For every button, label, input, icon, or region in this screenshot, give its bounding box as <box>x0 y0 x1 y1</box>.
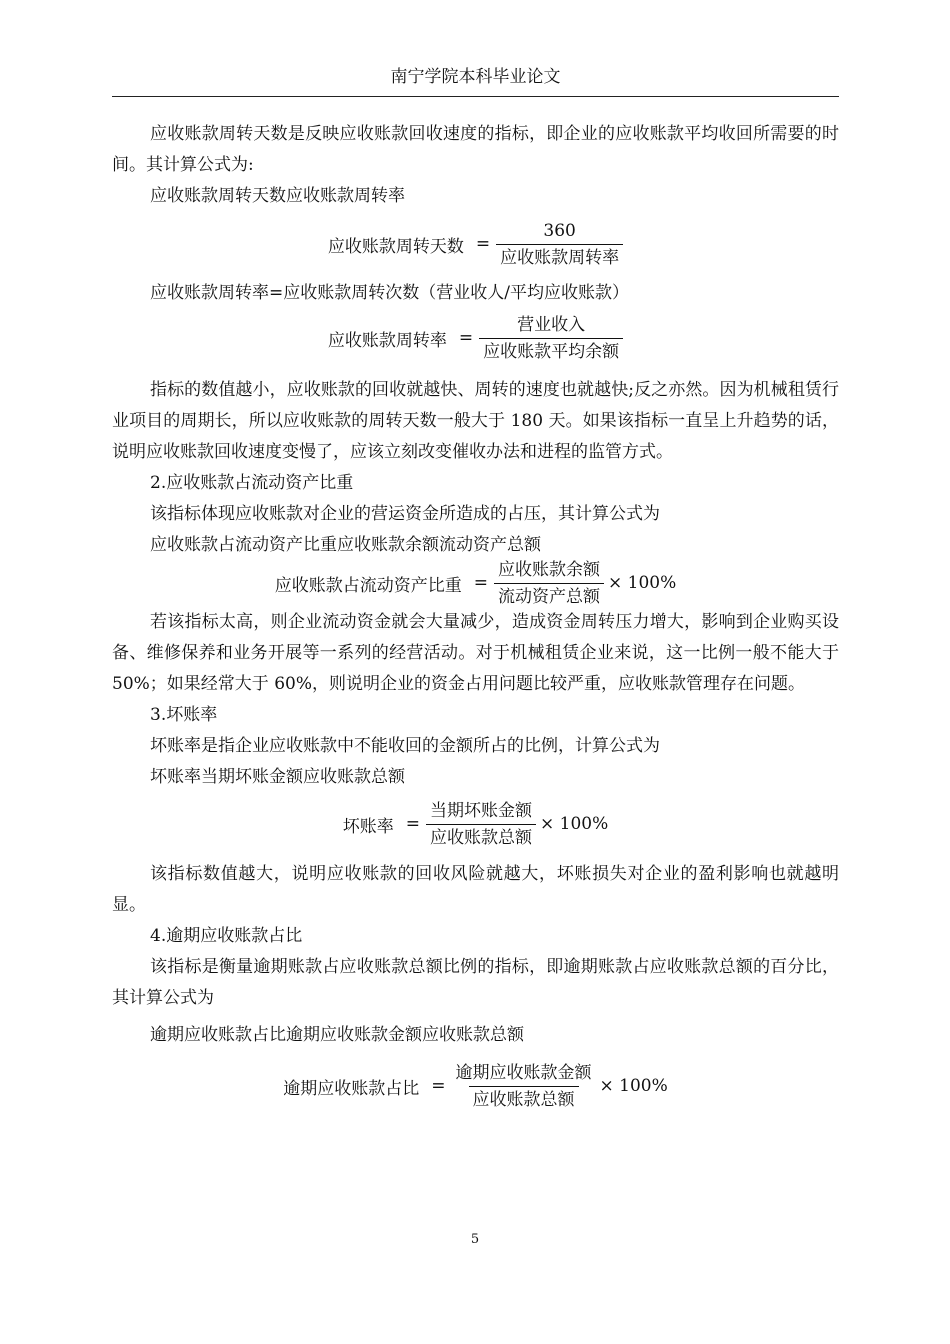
page-header: 南宁学院本科毕业论文 <box>390 67 561 87</box>
formula-equals: = <box>475 234 491 254</box>
formula-lhs: 应收账款占流动资产比重 <box>274 575 462 596</box>
formula-multiplier: × 100% <box>540 814 609 834</box>
paragraph-bad-debt-explanation: 该指标数值越大，说明应收账款的回收风险就越大，坏账损失对企业的盈利影响也就越明显。 <box>112 864 839 915</box>
paragraph-bad-debt-intro: 坏账率是指企业应收账款中不能收回的金额所占的比例，计算公式为 <box>150 736 660 756</box>
formula-equals: = <box>458 328 474 348</box>
formula-equals: = <box>431 1076 446 1096</box>
formula-denominator: 应收账款周转率 <box>496 244 623 269</box>
section-heading-bad-debt: 3.坏账率 <box>150 705 218 725</box>
paragraph-ratio-text-formula: 应收账款占流动资产比重应收账款余额流动资产总额 <box>150 535 541 555</box>
formula-denominator: 应收账款平均余额 <box>479 338 623 363</box>
formula-turnover-rate <box>112 315 839 361</box>
formula-ratio <box>112 561 839 605</box>
formula-numerator: 当期坏账金额 <box>430 800 532 821</box>
formula-fraction <box>479 314 623 363</box>
formula-lhs: 逾期应收账款占比 <box>283 1078 420 1099</box>
page-body <box>112 119 839 1111</box>
paragraph-overdue-text-formula: 逾期应收账款占比逾期应收账款金额应收账款总额 <box>150 1025 524 1045</box>
section-heading-overdue: 4.逾期应收账款占比 <box>150 926 303 946</box>
paragraph-ratio-intro: 该指标体现应收账款对企业的营运资金所造成的占压，其计算公式为 <box>150 504 660 524</box>
formula-multiplier: × 100% <box>599 1076 668 1096</box>
section-heading-ratio: 2.应收账款占流动资产比重 <box>150 473 354 493</box>
paragraph-ratio-explanation: 若该指标太高，则企业流动资金就会大量减少，造成资金周转压力增大，影响到企业购买设备、维修保养和业务开展等一系列的经营活动。对于机械租赁企业来说，这一比例一般不能大于 50%；如果经常大于 60%，则说明企业的资金占用问题比较严重，应收账款管理存在问题。 <box>112 612 839 694</box>
formula-denominator: 应收账款总额 <box>469 1086 579 1111</box>
paragraph-bad-debt-text-formula: 坏账率当期坏账金额应收账款总额 <box>150 767 405 787</box>
paragraph-turnover-explanation: 指标的数值越小，应收账款的回收就越快、周转的速度也就越快;反之亦然。因为机械租赁行业项目的周期长，所以应收账款的周转天数一般大于 180 天。如果该指标一直呈上升趋势的话，说明应收账款回收速度变慢了，应该立刻改变催收办法和进程的监管方式。 <box>112 380 839 462</box>
paragraph-turnover-rate-text: 应收账款周转率=应收账款周转次数（营业收人/平均应收账款） <box>150 283 629 303</box>
formula-numerator: 360 <box>543 220 576 241</box>
formula-fraction <box>452 1062 596 1111</box>
formula-fraction <box>494 559 604 608</box>
paragraph-overdue-intro: 该指标是衡量逾期账款占应收账款总额比例的指标，即逾期账款占应收账款总额的百分比，其计算公式为 <box>112 957 839 1008</box>
formula-lhs: 坏账率 <box>342 816 394 837</box>
header-rule <box>112 96 839 97</box>
formula-equals: = <box>405 814 420 834</box>
paragraph-turnover-days-text-formula: 应收账款周转天数应收账款周转率 <box>150 186 405 206</box>
formula-denominator: 应收账款总额 <box>426 824 536 849</box>
formula-numerator: 营业收入 <box>517 314 586 335</box>
formula-bad-debt <box>112 799 839 849</box>
formula-fraction <box>496 220 623 269</box>
formula-overdue <box>112 1061 839 1111</box>
formula-multiplier: × 100% <box>608 573 677 593</box>
paragraph-turnover-days-intro: 应收账款周转天数是反映应收账款回收速度的指标，即企业的应收账款平均收回所需要的时间。其计算公式为: <box>112 124 839 175</box>
formula-denominator: 流动资产总额 <box>494 583 604 608</box>
formula-turnover-days <box>112 222 839 266</box>
formula-numerator: 应收账款余额 <box>498 559 600 580</box>
formula-lhs: 应收账款周转率 <box>327 330 447 351</box>
formula-fraction <box>426 800 536 849</box>
formula-lhs: 应收账款周转天数 <box>327 236 464 257</box>
formula-equals: = <box>473 573 488 593</box>
page-number: 5 <box>470 1232 480 1247</box>
formula-numerator: 逾期应收账款金额 <box>455 1062 592 1083</box>
